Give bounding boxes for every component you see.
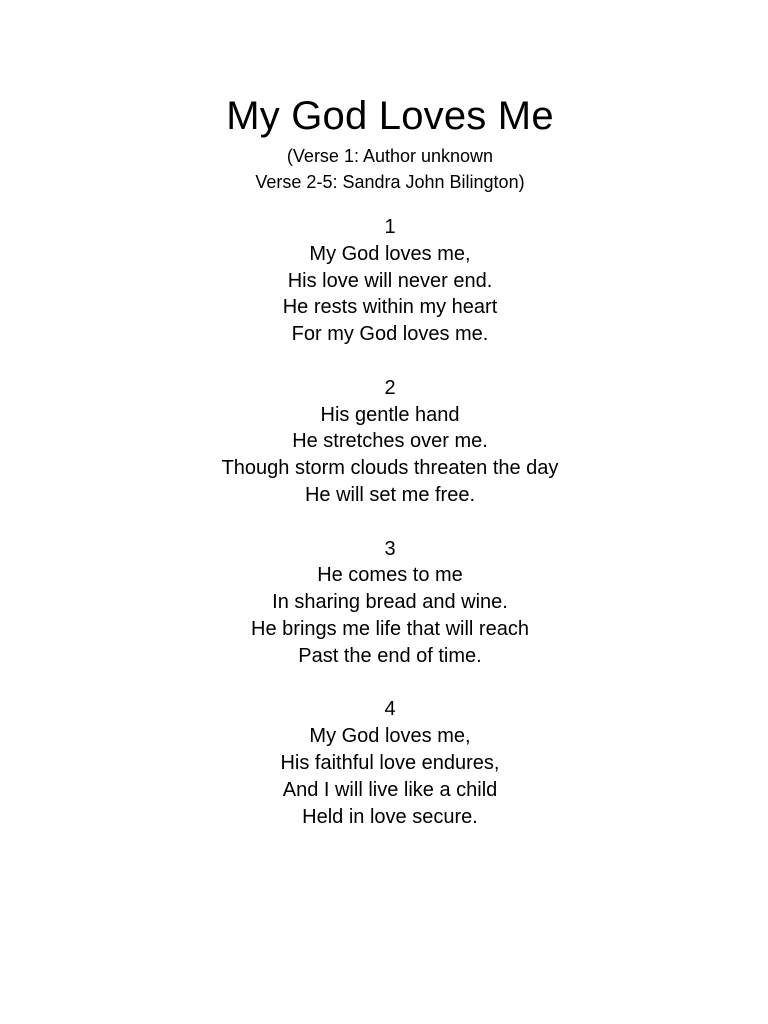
- verse-line: His faithful love endures,: [280, 751, 500, 774]
- verse-line: He stretches over me.: [292, 430, 488, 453]
- verse-line: Past the end of time.: [298, 644, 482, 667]
- verse-line: My God loves me,: [309, 242, 471, 265]
- verse-1: [12, 214, 768, 348]
- verse-line: Though storm clouds threaten the day: [221, 457, 559, 480]
- verse-number: 4: [384, 698, 396, 721]
- verse-2: [12, 375, 768, 509]
- verse-4: [12, 696, 768, 830]
- author-credits: [0, 143, 768, 195]
- page-title: My God Loves Me: [226, 94, 554, 138]
- credit-line-2: Verse 2-5: Sandra John Bilington): [255, 172, 525, 192]
- verse-line: And I will live like a child: [282, 778, 498, 801]
- verse-line: He brings me life that will reach: [251, 617, 529, 640]
- verse-line: For my God loves me.: [291, 323, 489, 346]
- verse-3: [12, 536, 768, 670]
- credit-line-1: (Verse 1: Author unknown: [286, 146, 494, 166]
- verse-number: 2: [384, 376, 396, 399]
- verse-line: His gentle hand: [320, 403, 460, 426]
- verse-line: His love will never end.: [287, 269, 493, 292]
- verse-number: 1: [384, 216, 396, 238]
- verse-line: He comes to me: [317, 564, 463, 587]
- verse-line: He rests within my heart: [282, 296, 498, 319]
- verse-line: He will set me free.: [304, 483, 476, 506]
- verse-line: My God loves me,: [309, 725, 471, 748]
- verses: [0, 214, 768, 857]
- verse-line: In sharing bread and wine.: [272, 591, 508, 614]
- verse-number: 3: [384, 537, 396, 560]
- verse-line: Held in love secure.: [302, 805, 478, 828]
